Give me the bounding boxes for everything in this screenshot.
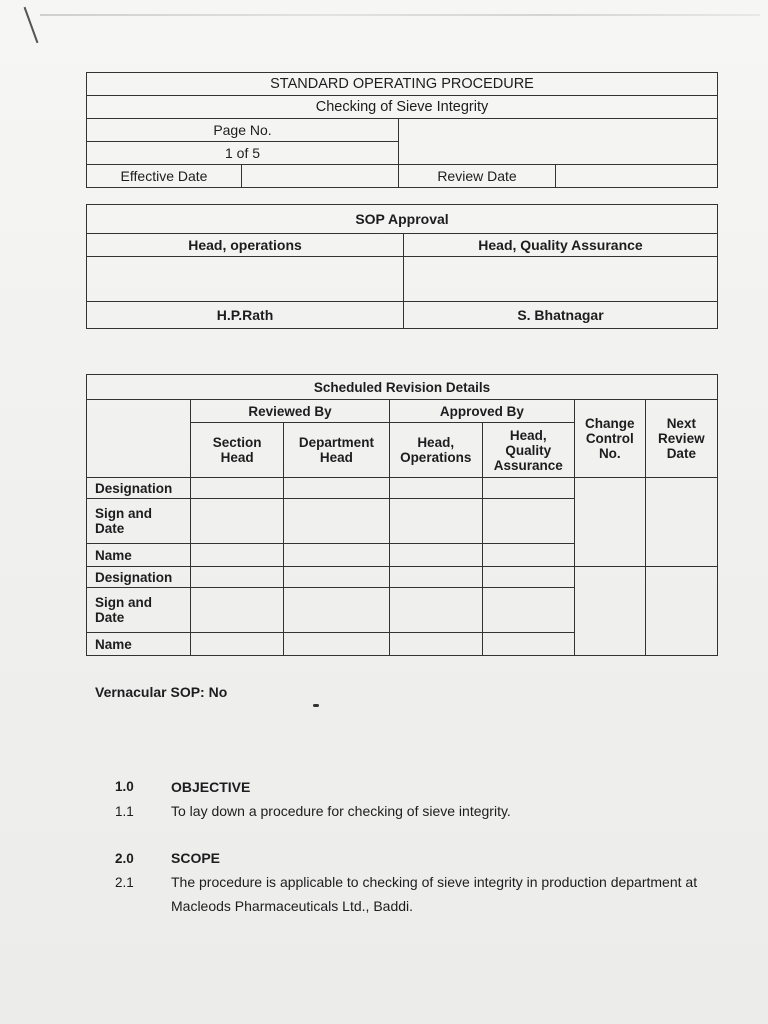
- section-2-sub-number: 2.1: [115, 875, 134, 890]
- revision-table: [86, 374, 718, 656]
- vernacular-sop: Vernacular SOP: No: [95, 684, 228, 700]
- section-2-text: The procedure is applicable to checking of sieve integrity in production department at: [171, 874, 698, 890]
- section-2-heading: SCOPE: [171, 850, 221, 866]
- cell: [284, 499, 390, 544]
- section-1-text: To lay down a procedure for checking of sieve integrity.: [171, 803, 511, 819]
- row-sign-1: Sign and Date: [87, 499, 191, 544]
- head-operations-label: Head, Operations: [389, 423, 482, 478]
- cell: [191, 633, 284, 656]
- reviewed-by-label: Reviewed By: [191, 400, 390, 423]
- cell: [482, 499, 574, 544]
- page-no-blank: [399, 119, 718, 165]
- page-no-label: Page No.: [87, 119, 399, 142]
- ink-speck: [313, 704, 319, 707]
- sop-header-table: [86, 72, 718, 188]
- cell: [482, 567, 574, 588]
- row-name-2: Name: [87, 633, 191, 656]
- next-review-cell-1: [645, 478, 717, 567]
- cell: [482, 588, 574, 633]
- revision-title: Scheduled Revision Details: [87, 375, 718, 400]
- approved-by-label: Approved By: [389, 400, 574, 423]
- section-1-number: 1.0: [115, 779, 134, 794]
- cell: [482, 478, 574, 499]
- scan-edge-line: [40, 14, 760, 16]
- cell: [284, 567, 390, 588]
- cell: [389, 478, 482, 499]
- cell: [191, 544, 284, 567]
- head-ops-label: Head, operations: [87, 234, 404, 257]
- row-designation-2: Designation: [87, 567, 191, 588]
- cell: [284, 478, 390, 499]
- row-name-1: Name: [87, 544, 191, 567]
- approval-title: SOP Approval: [87, 205, 718, 234]
- change-control-cell-2: [574, 567, 645, 656]
- change-control-label: Change Control No.: [574, 400, 645, 478]
- next-review-cell-2: [645, 567, 717, 656]
- head-qa-col-label: Head, Quality Assurance: [482, 423, 574, 478]
- section-2-text-cont: Macleods Pharmaceuticals Ltd., Baddi.: [171, 898, 414, 914]
- sop-subtitle: Checking of Sieve Integrity: [87, 96, 718, 119]
- sop-approval-table: [86, 204, 718, 329]
- cell: [482, 633, 574, 656]
- cell: [284, 633, 390, 656]
- head-qa-name: S. Bhatnagar: [404, 302, 718, 329]
- row-designation-1: Designation: [87, 478, 191, 499]
- department-head-label: Department Head: [284, 423, 390, 478]
- cell: [191, 478, 284, 499]
- head-qa-signature: [404, 257, 718, 302]
- cell: [389, 588, 482, 633]
- cell: [482, 544, 574, 567]
- section-1-sub-number: 1.1: [115, 804, 134, 819]
- effective-date-value: [242, 165, 399, 188]
- head-ops-name: H.P.Rath: [87, 302, 404, 329]
- cell: [191, 567, 284, 588]
- review-date-label: Review Date: [399, 165, 556, 188]
- cell: [389, 633, 482, 656]
- next-review-label: Next Review Date: [645, 400, 717, 478]
- section-head-label: Section Head: [191, 423, 284, 478]
- row-sign-2: Sign and Date: [87, 588, 191, 633]
- scan-corner-mark: [24, 7, 39, 43]
- change-control-cell-1: [574, 478, 645, 567]
- cell: [389, 499, 482, 544]
- cell: [191, 499, 284, 544]
- page-no-value: 1 of 5: [87, 142, 399, 165]
- cell: [191, 588, 284, 633]
- cell: [284, 588, 390, 633]
- cell: [284, 544, 390, 567]
- section-2-number: 2.0: [115, 851, 134, 866]
- section-1-heading: OBJECTIVE: [171, 779, 251, 795]
- review-date-value: [556, 165, 718, 188]
- revision-corner-cell: [87, 400, 191, 478]
- cell: [389, 544, 482, 567]
- effective-date-label: Effective Date: [87, 165, 242, 188]
- head-qa-label: Head, Quality Assurance: [404, 234, 718, 257]
- sop-title: STANDARD OPERATING PROCEDURE: [87, 73, 718, 96]
- cell: [389, 567, 482, 588]
- head-ops-signature: [87, 257, 404, 302]
